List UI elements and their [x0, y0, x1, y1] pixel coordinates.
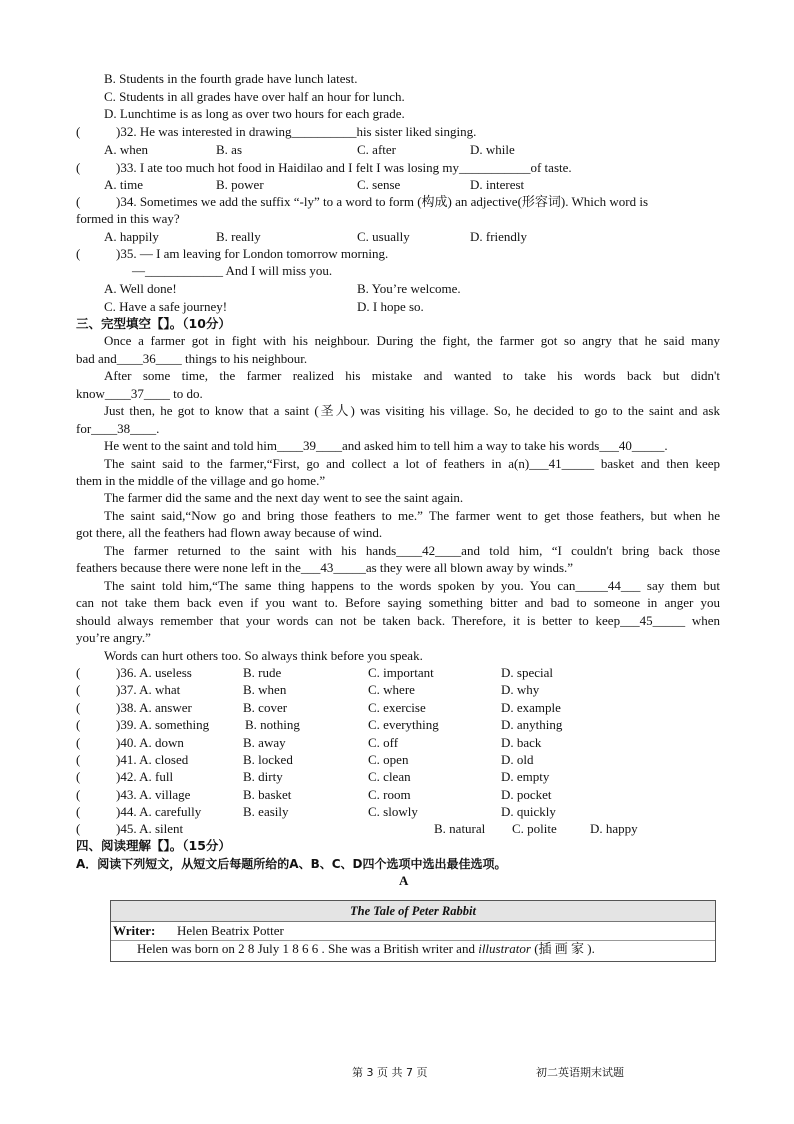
q33-option-b: B. power [216, 177, 264, 192]
cloze-option-d: D. empty [501, 769, 550, 784]
cloze-option-c: C. where [368, 682, 415, 697]
q31-option-b: B. Students in the fourth grade have lunch latest. [104, 71, 358, 86]
table-row [111, 922, 715, 941]
section4-title: 四、阅读理解【】。（15分） [76, 838, 231, 853]
option-paren: ( [76, 665, 81, 680]
q34-option-d: D. friendly [470, 229, 528, 244]
passage-line: Just then, he got to know that a saint (圣人) was visiting his village. So, he decided to go to the saint and ask [104, 403, 720, 418]
passage-line: After some time, the farmer realized his mistake and wanted to take his words back but didn't [104, 368, 720, 383]
q35-option-d: D. I hope so. [357, 299, 424, 314]
cloze-option-d: D. special [501, 665, 553, 680]
cloze-option-d: D. anything [501, 717, 563, 732]
q34-option-b: B. really [216, 229, 261, 244]
q34-paren: ( [76, 194, 81, 209]
q31-option-c: C. Students in all grades have over half an hour for lunch. [104, 89, 405, 104]
cloze-option-b: B. nothing [245, 717, 300, 732]
cloze-option-a: )44. A. carefully [116, 804, 202, 819]
q35-option-b: B. You’re welcome. [357, 281, 461, 296]
q32-option-a: A. when [104, 142, 149, 157]
cloze-option-a: )42. A. full [116, 769, 174, 784]
option-paren: ( [76, 787, 81, 802]
cloze-option-b: B. away [243, 735, 286, 750]
q33-option-a: A. time [104, 177, 143, 192]
option-paren: ( [76, 804, 81, 819]
table-title: The Tale of Peter Rabbit [111, 901, 715, 922]
cloze-option-b: B. basket [243, 787, 292, 802]
bio-line [137, 941, 595, 957]
option-paren: ( [76, 735, 81, 750]
cloze-option-d: D. why [501, 682, 540, 697]
cloze-option-c: C. slowly [368, 804, 418, 819]
passage-line: got there, all the feathers had flown away because of wind. [76, 525, 383, 540]
option-paren: ( [76, 700, 81, 715]
passage-line: know____37____ to do. [76, 386, 203, 401]
q35-option-c: C. Have a safe journey! [104, 299, 228, 314]
cloze-option-c: C. everything [368, 717, 439, 732]
cloze-option-b: B. natural [434, 821, 486, 836]
passage-line: can not take them back even if you want to. Before saying something bitter and bad to someone in anger you [76, 595, 720, 610]
q33-stem: )33. I ate too much hot food in Haidilao and I felt I was losing my___________of taste. [116, 160, 572, 175]
passage-line: He went to the saint and told him____39____and asked him to tell him a way to take his words___40_____. [104, 438, 668, 453]
cloze-option-d: D. example [501, 700, 561, 715]
cloze-option-c: C. polite [512, 821, 557, 836]
bio-prefix: Helen was born on 2 8 July 1 8 6 6 . She was a British writer and [137, 941, 475, 956]
cloze-option-a: )38. A. answer [116, 700, 192, 715]
q35-stem: )35. — I am leaving for London tomorrow morning. [116, 246, 389, 261]
q32-stem: )32. He was interested in drawing__________his sister liked singing. [116, 124, 477, 139]
cloze-option-a: )36. A. useless [116, 665, 192, 680]
q35-option-a: A. Well done! [104, 281, 177, 296]
q31-option-d: D. Lunchtime is as long as over two hours for each grade. [104, 106, 405, 121]
section3-title: 三、完型填空【】。（10分） [76, 316, 231, 331]
q33-paren: ( [76, 160, 81, 175]
cloze-option-a: )39. A. something [116, 717, 210, 732]
bio-suffix: (插 画 家 ). [530, 941, 595, 956]
passage-line: The farmer did the same and the next day went to see the saint again. [104, 490, 464, 505]
writer-name: Helen Beatrix Potter [177, 923, 284, 938]
cloze-option-d: D. quickly [501, 804, 556, 819]
cloze-option-c: C. room [368, 787, 411, 802]
option-paren: ( [76, 752, 81, 767]
passage-line: them in the middle of the village and go home.” [76, 473, 326, 488]
bio-illustrator: illustrator [478, 941, 531, 956]
cloze-option-d: D. old [501, 752, 534, 767]
cloze-option-b: B. when [243, 682, 287, 697]
q33-option-c: C. sense [357, 177, 401, 192]
option-paren: ( [76, 769, 81, 784]
cloze-option-a: )45. A. silent [116, 821, 184, 836]
option-paren: ( [76, 682, 81, 697]
q34-stem-line2: formed in this way? [76, 211, 180, 226]
option-paren: ( [76, 717, 81, 732]
q34-option-a: A. happily [104, 229, 159, 244]
cloze-option-d: D. pocket [501, 787, 552, 802]
passage-line: should always remember that your words can not be taken back. Therefore, it is better to keep___45_____ when [76, 613, 720, 628]
cloze-option-b: B. rude [243, 665, 282, 680]
cloze-option-b: B. easily [243, 804, 289, 819]
cloze-option-a: )43. A. village [116, 787, 191, 802]
cloze-option-a: )40. A. down [116, 735, 184, 750]
q32-option-b: B. as [216, 142, 242, 157]
q33-option-d: D. interest [470, 177, 525, 192]
q32-option-d: D. while [470, 142, 515, 157]
q32-option-c: C. after [357, 142, 396, 157]
cloze-option-d: D. back [501, 735, 542, 750]
passage-line: The farmer returned to the saint with his hands____42____and told him, “I couldn't bring back those [104, 543, 720, 558]
q34-stem: )34. Sometimes we add the suffix “-ly” to a word to form (构成) an adjective(形容词). Which word is [116, 194, 649, 209]
exam-title: 初二英语期末试题 [536, 1066, 624, 1079]
passage-line: Words can hurt others too. So always think before you speak. [104, 648, 423, 663]
cloze-option-c: C. important [368, 665, 434, 680]
passage-line: you’re angry.” [76, 630, 151, 645]
book-info-table [110, 900, 716, 962]
cloze-option-a: )37. A. what [116, 682, 181, 697]
q35-paren: ( [76, 246, 81, 261]
q34-option-c: C. usually [357, 229, 410, 244]
q35-stem-line2: —____________ And I will miss you. [132, 263, 333, 278]
cloze-option-d: D. happy [590, 821, 638, 836]
q32-paren: ( [76, 124, 81, 139]
passage-line: feathers because there were none left in the___43_____as they were all blown away by winds.” [76, 560, 574, 575]
passage-line: The saint said to the farmer,“First, go and collect a lot of feathers in a(n)___41_____ basket and then keep [104, 456, 720, 471]
passage-line: The saint said,“Now go and bring those feathers to me.” The farmer went to get those feathers, but when he [104, 508, 720, 523]
cloze-option-c: C. off [368, 735, 399, 750]
cloze-option-b: B. locked [243, 752, 293, 767]
section4-instruction: A．阅读下列短文，从短文后每题所给的A、B、C、D四个选项中选出最佳选项。 [76, 857, 507, 871]
part-label: A [399, 873, 409, 888]
cloze-option-c: C. open [368, 752, 409, 767]
cloze-option-a: )41. A. closed [116, 752, 189, 767]
passage-line: for____38____. [76, 421, 160, 436]
option-paren: ( [76, 821, 81, 836]
passage-line: bad and____36____ things to his neighbour. [76, 351, 308, 366]
cloze-option-b: B. dirty [243, 769, 283, 784]
passage-line: The saint told him,“The same thing happens to the words spoken by you. You can_____44___ say them but [104, 578, 720, 593]
writer-label: Writer: [113, 923, 156, 938]
passage-line: Once a farmer got in fight with his neighbour. During the fight, the farmer got so angry that he said many [104, 333, 720, 348]
cloze-option-c: C. exercise [368, 700, 426, 715]
cloze-option-b: B. cover [243, 700, 288, 715]
page-number: 第 3 页 共 7 页 [352, 1066, 428, 1079]
cloze-option-c: C. clean [368, 769, 411, 784]
